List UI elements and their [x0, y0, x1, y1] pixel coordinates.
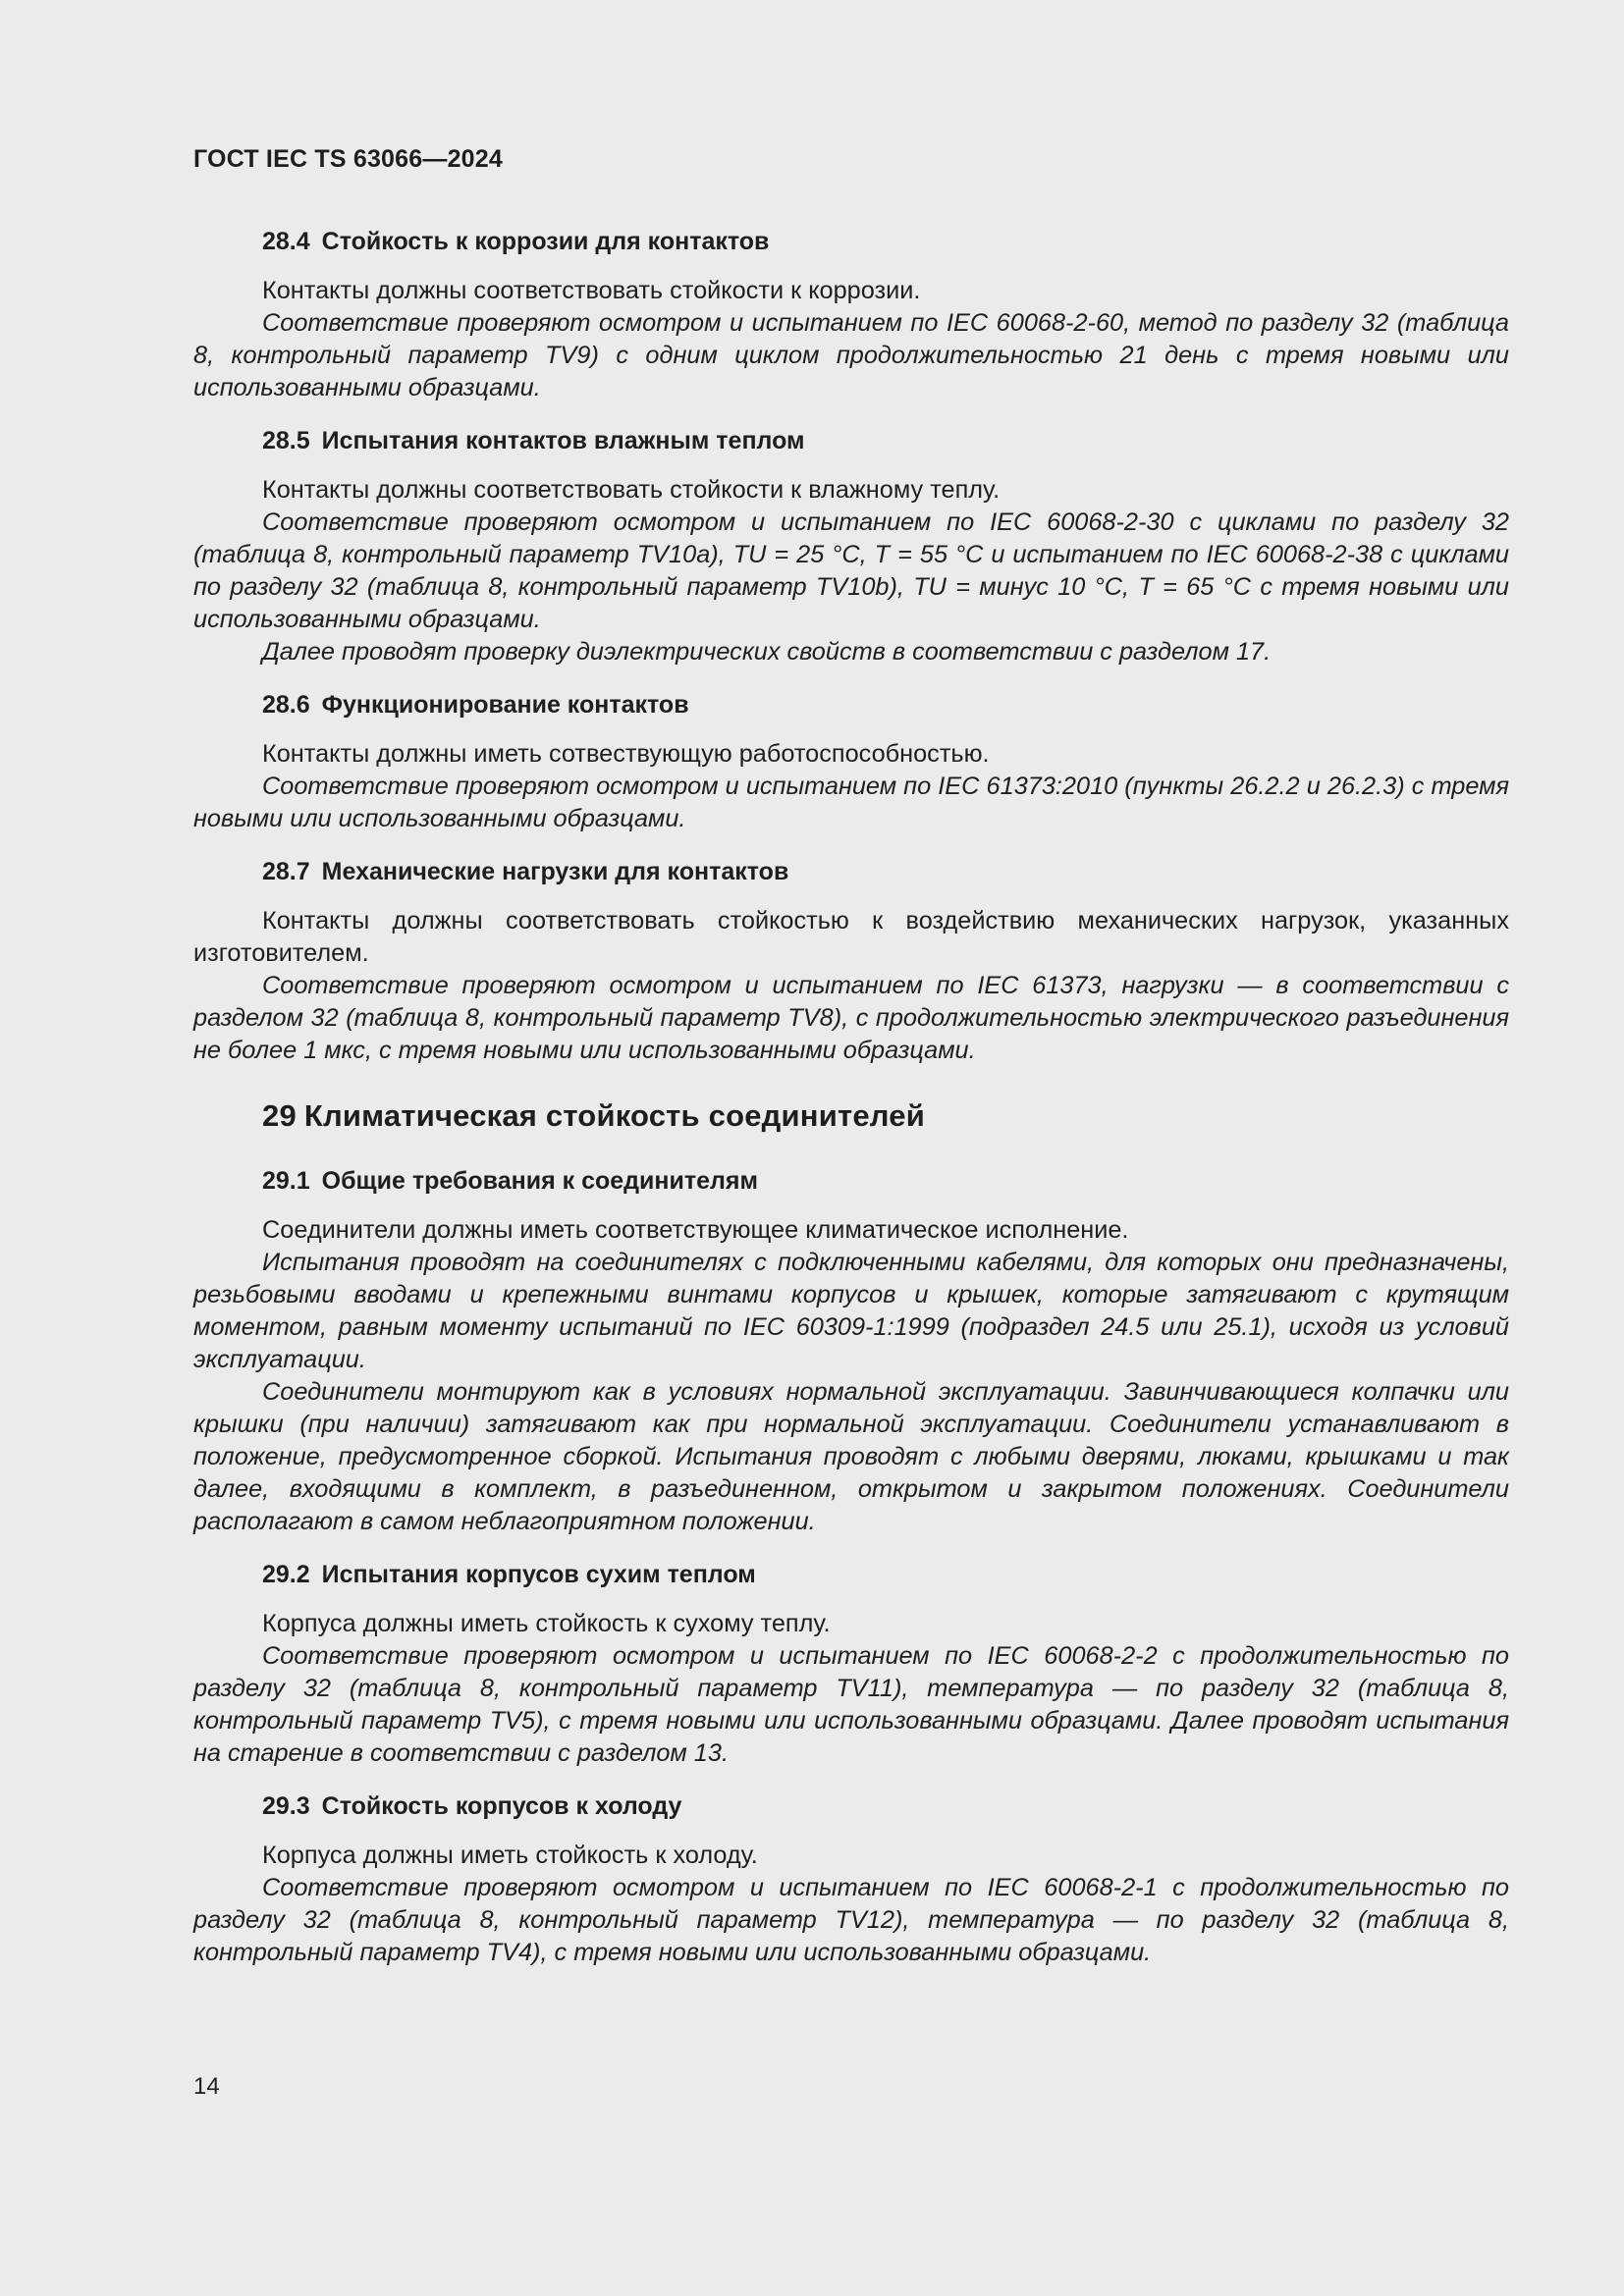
subsection-title: Испытания корпусов сухим теплом [321, 1561, 756, 1588]
subsection-title: Механические нагрузки для контактов [321, 858, 789, 885]
document-page [193, 0, 1509, 2296]
section-28-6 [193, 685, 1509, 835]
subsection-heading [193, 1787, 1509, 1826]
subsection-number: 28.7 [262, 858, 310, 885]
subsection-heading [193, 685, 1509, 724]
compliance-paragraph: Соответствие проверяют осмотром и испытанием по IEC 61373:2010 (пункты 26.2.2 и 26.2.3) с тремя новыми или использованными образцами. [193, 773, 1509, 832]
compliance-paragraph: Соединители монтируют как в условиях нормальной эксплуатации. Завинчивающиеся колпачки или крышки (при наличии) затягивают как при нормальной эксплуатации. Соединители устанавливают в положение, предусмотренное сборкой. Испытания проводят с любыми дверями, люками, крышками и так далее, входящими в комплект, в разъединенном, открытом и закрытом положениях. Соединители располагают в самом неблагоприятном положении. [193, 1378, 1509, 1535]
requirement-paragraph: Контакты должны соответствовать стойкости к влажному теплу. [262, 476, 1001, 504]
section-28-7 [193, 852, 1509, 1067]
clause-heading [193, 1096, 1509, 1136]
clause-title: Климатическая стойкость соединителей [303, 1098, 925, 1133]
requirement-paragraph: Корпуса должны иметь стойкость к холоду. [262, 1842, 758, 1869]
subsection-title: Испытания контактов влажным теплом [321, 427, 805, 454]
requirement-paragraph: Контакты должны соответствовать стойкостью к воздействию механических нагрузок, указанных изготовителем. [193, 907, 1509, 967]
section-28-5 [193, 421, 1509, 668]
section-29-3 [193, 1787, 1509, 1969]
document-body [193, 222, 1509, 1969]
subsection-number: 29.2 [262, 1561, 310, 1588]
section-29-2 [193, 1555, 1509, 1770]
compliance-paragraph: Соответствие проверяют осмотром и испытанием по IEC 60068-2-30 с циклами по разделу 32 (таблица 8, контрольный параметр TV10a), TU = 25 °C, T = 55 °C и испытанием по IEC 60068-2-38 с циклами по разделу 32 (таблица 8, контрольный параметр TV10b), TU = минус 10 °C, T = 65 °C с тремя новыми или использованными образцами. [193, 508, 1510, 633]
subsection-number: 28.6 [262, 691, 310, 719]
subsection-heading [193, 1555, 1509, 1594]
subsection-number: 29.1 [262, 1167, 310, 1195]
subsection-title: Стойкость корпусов к холоду [321, 1792, 682, 1820]
subsection-number: 29.3 [262, 1792, 310, 1820]
section-28-4 [193, 222, 1509, 404]
subsection-number: 28.4 [262, 228, 310, 255]
clause-number: 29 [262, 1098, 297, 1133]
subsection-heading [193, 421, 1509, 460]
page-number: 14 [193, 2073, 220, 2100]
compliance-paragraph: Испытания проводят на соединителях с подключенными кабелями, для которых они предназначены, резьбовыми вводами и крепежными винтами корпусов и крышек, которые затягивают с крутящим моментом, равным моменту испытаний по IEC 60309-1:1999 (подраздел 24.5 или 25.1), исходя из условий эксплуатации. [193, 1249, 1509, 1373]
requirement-paragraph: Корпуса должны иметь стойкость к сухому теплу. [262, 1610, 831, 1637]
section-29-1 [193, 1161, 1509, 1538]
compliance-paragraph: Соответствие проверяют осмотром и испытанием по IEC 60068-2-1 с продолжительностью по разделу 32 (таблица 8, контрольный параметр TV12), температура — по разделу 32 (таблица 8, контрольный параметр TV4), с тремя новыми или использованными образцами. [193, 1874, 1509, 1966]
subsection-title: Функционирование контактов [321, 691, 689, 719]
subsection-title: Стойкость к коррозии для контактов [321, 228, 770, 255]
document-header: ГОСТ IEC TS 63066—2024 [193, 145, 503, 173]
subsection-heading [193, 1161, 1509, 1201]
requirement-paragraph: Контакты должны соответствовать стойкости к коррозии. [262, 277, 921, 304]
subsection-title: Общие требования к соединителям [321, 1167, 758, 1195]
compliance-paragraph: Соответствие проверяют осмотром и испытанием по IEC 61373, нагрузки — в соответствии с разделом 32 (таблица 8, контрольный параметр TV8), с продолжительностью электрического разъединения не более 1 мкс, с тремя новыми или использованными образцами. [193, 972, 1509, 1064]
compliance-paragraph: Соответствие проверяют осмотром и испытанием по IEC 60068-2-60, метод по разделу 32 (таблица 8, контрольный параметр TV9) с одним циклом продолжительностью 21 день с тремя новыми или использованными образцами. [193, 309, 1509, 401]
compliance-paragraph: Соответствие проверяют осмотром и испытанием по IEC 60068-2-2 с продолжительностью по разделу 32 (таблица 8, контрольный параметр TV11), температура — по разделу 32 (таблица 8, контрольный параметр TV5), с тремя новыми или использованными образцами. Далее проводят испытания на старение в соответствии с разделом 13. [193, 1642, 1509, 1767]
subsection-heading [193, 222, 1509, 261]
subsection-number: 28.5 [262, 427, 310, 454]
requirement-paragraph: Контакты должны иметь сотвествующую работоспособностью. [262, 740, 990, 768]
subsection-heading [193, 852, 1509, 891]
compliance-paragraph: Далее проводят проверку диэлектрических свойств в соответствии с разделом 17. [262, 638, 1272, 666]
requirement-paragraph: Соединители должны иметь соответствующее климатическое исполнение. [262, 1216, 1129, 1244]
